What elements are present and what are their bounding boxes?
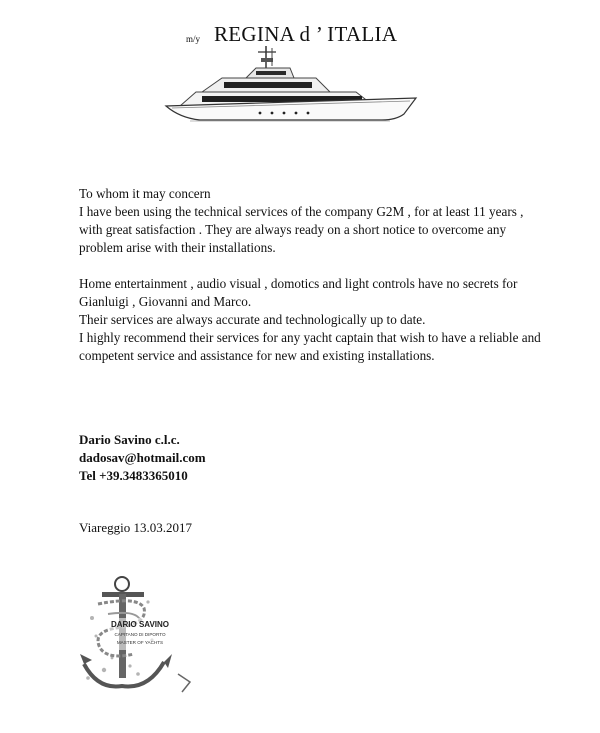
signer-phone: Tel +39.3483365010 <box>79 468 188 483</box>
paragraph-expertise: Home entertainment , audio visual , domotics and light controls have no secrets for Gianluigi , Giovanni and Marco. <box>79 276 518 309</box>
vessel-prefix: m/y <box>186 34 201 44</box>
stamp-subtitle: MASTER OF YACHTS <box>116 640 164 645</box>
signature-block <box>79 431 206 485</box>
paragraph-recommendation: I highly recommend their services for any yacht captain that wish to have a reliable and competent service and assistance for new and existing installations. <box>79 330 541 363</box>
letter-body <box>79 185 549 365</box>
stamp-title: CAPITANO DI DIPORTO <box>114 632 166 637</box>
place-date: Viareggio 13.03.2017 <box>79 520 192 535</box>
paragraph-service-history: I have been using the technical services of the company G2M , for at least 11 years , with great satisfaction . They are always ready on a short notice to overcome any problem arise with their installations. <box>79 204 524 255</box>
signer-name: Dario Savino c.l.c. <box>79 432 180 447</box>
signer-email: dadosav@hotmail.com <box>79 450 206 465</box>
anchor-stamp-icon <box>78 574 203 699</box>
salutation: To whom it may concern <box>79 186 211 201</box>
paragraph-quality: Their services are always accurate and technologically up to date. <box>79 312 426 327</box>
stamp-name: DARIO SAVINO <box>110 620 170 629</box>
yacht-name: REGINA d ’ ITALIA <box>214 22 398 46</box>
yacht-icon <box>160 44 422 124</box>
